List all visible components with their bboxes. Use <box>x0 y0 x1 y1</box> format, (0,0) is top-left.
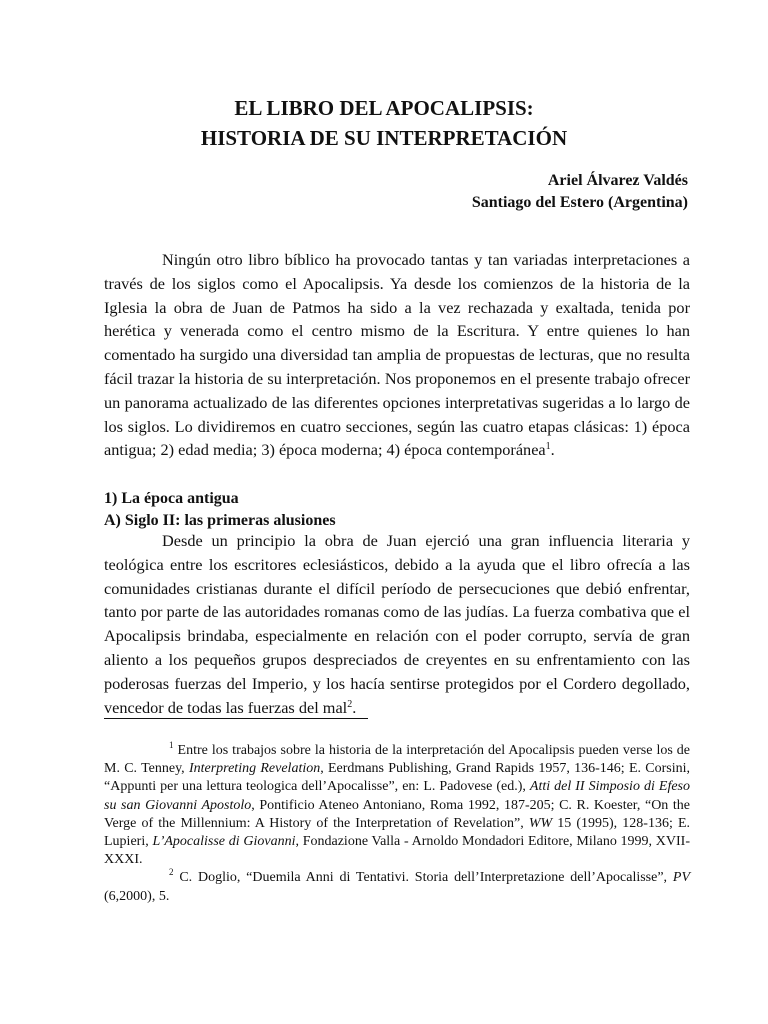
section-heading: 1) La época antigua <box>104 490 239 507</box>
section-paragraph: Desde un principio la obra de Juan ejerció una gran influencia literaria y teológica entre los escritores eclesiásticos, debido a la ayuda que el libro ofrecía a las comunidades cristianas durante el difícil período de persecuciones que debió enfrentar, tanto por parte de las autoridades romanas como de las judías. La fuerza combativa que el Apocalipsis brindaba, especialmente en relación con el poder corrupto, servía de gran aliento a los pequeños grupos despreciados de creyentes en su enfrentamiento con las poderosas fuerzas del Imperio, y los hacía sentirse protegidos por el Cordero degollado, vencedor de todas las fuerzas del mal$^2$. <box>104 531 690 717</box>
author-block <box>472 170 688 214</box>
footnote-ref-2[interactable]: 2 <box>347 698 353 710</box>
footnote-number-1: 1 <box>169 740 174 750</box>
intro-text: Ningún otro libro bíblico ha provocado tantas y tan variadas interpretaciones a través de los siglos como el Apocalipsis. Ya desde los comienzos de la historia de la Iglesia la obra de Juan de Patmos ha sido a la vez rechazada y exaltada, tenida por herética y venerada como el centro mismo de la Escritura. Y entre quienes lo han comentado ha surgido una diversidad tan amplia de propuestas de lecturas, que no resulta fácil trazar la historia de su interpretación. Nos proponemos en el presente trabajo ofrecer un panorama actualizado de las diferentes opciones interpretativas sugeridas a lo largo de los siglos. Lo dividiremos en cuatro secciones, según las cuatro etapas clásicas: 1) época antigua; 2) edad media; 3) época moderna; 4) época contemporánea <box>104 250 690 460</box>
footnotes <box>104 742 690 906</box>
footnote-ref-1[interactable]: 1 <box>545 441 551 453</box>
title-line-2: HISTORIA DE SU INTERPRETACIÓN <box>200 126 568 150</box>
section-subheading: A) Siglo II: las primeras alusiones <box>104 512 336 529</box>
intro-paragraph: Ningún otro libro bíblico ha provocado tantas y tan variadas interpretaciones a través de los siglos como el Apocalipsis. Ya desde los comienzos de la historia de la Iglesia la obra de Juan de Patmos ha sido a la vez rechazada y exaltada, tenida por herética y venerada como el centro mismo de la Escritura. Y entre quienes lo han comentado ha surgido una diversidad tan amplia de propuestas de lecturas, que no resulta fácil trazar la historia de su interpretación. Nos proponemos en el presente trabajo ofrecer un panorama actualizado de las diferentes opciones interpretativas sugeridas a lo largo de los siglos. Lo dividiremos en cuatro secciones, según las cuatro etapas clásicas: 1) época antigua; 2) edad media; 3) época moderna; 4) época contemporánea$^1$. <box>104 250 690 460</box>
footnote-number-2: 2 <box>169 867 174 878</box>
document-title <box>0 93 768 153</box>
footnote-1: $^1$ Entre los trabajos sobre la historia de la interpretación del Apocalipsis pueden verse los de M. C. Tenney, Interpreting Revelation, Eerdmans Publishing, Grand Rapids 1957, 136-146; E. Corsini, “Appunti per una lettura teologica dell’Apocalisse”, en: L. Padovese (ed.), Atti del II Simposio di Efeso su san Giovanni Apostolo, Pontificio Ateneo Antoniano, Roma 1992, 187-205; C. R. Koester, “On the Verge of the Millennium: A History of the Interpretation of Revelation”, WW 15 (1995), 128-136; E. Lupieri, L’Apocalisse di Giovanni, Fondazione Valla - Arnoldo Mondadori Editore, Milano 1999, XVII-XXXI. <box>104 740 691 868</box>
footnote-separator <box>104 718 368 719</box>
author-location: Santiago del Estero (Argentina) <box>471 194 688 211</box>
section-text: Desde un principio la obra de Juan ejerció una gran influencia literaria y teológica entre los escritores eclesiásticos, debido a la ayuda que el libro ofrecía a las comunidades cristianas durante el difícil período de persecuciones que debió enfrentar, tanto por parte de las autoridades romanas como de las judías. La fuerza combativa que el Apocalipsis brindaba, especialmente en relación con el poder corrupto, servía de gran aliento a los pequeños grupos despreciados de creyentes en su enfrentamiento con las poderosas fuerzas del Imperio, y los hacía sentirse protegidos por el Cordero degollado, vencedor de todas las fuerzas del mal <box>104 531 690 717</box>
author-name: Ariel Álvarez Valdés <box>547 172 688 189</box>
footnote-2: $^2$ C. Doglio, “Duemila Anni di Tentativi. Storia dell’Interpretazione dell’Apocalisse”, PV (6,2000), 5. <box>104 867 690 904</box>
title-line-1: EL LIBRO DEL APOCALIPSIS: <box>234 96 534 120</box>
